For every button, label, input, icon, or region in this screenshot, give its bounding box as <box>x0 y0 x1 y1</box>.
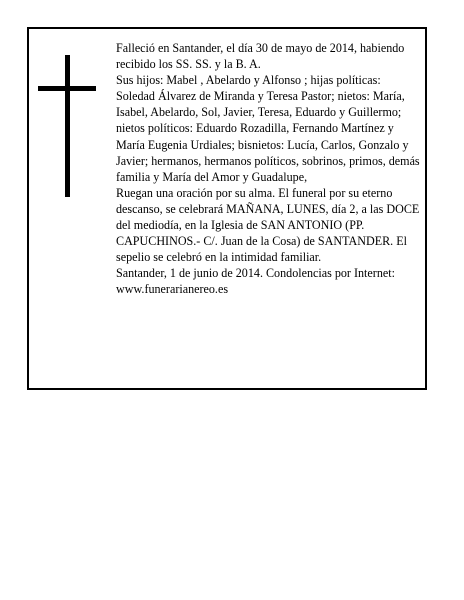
cross-icon <box>38 55 96 197</box>
funeral-details: Ruegan una oración por su alma. El funeral por su eterno descanso, se celebrará MAÑANA, LUNES, día 2, a las DOCE del mediodía, en la Iglesia de SAN ANTONIO (PP. CAPUCHINOS.- C/. Juan de la Cosa) de SANTANDER. El sepelio se celebró en la intimidad familiar. <box>116 185 420 265</box>
cross-vertical-bar <box>65 55 70 197</box>
cross-horizontal-bar <box>38 86 96 91</box>
obituary-text <box>116 40 420 298</box>
family-list: Sus hijos: Mabel , Abelardo y Alfonso ; hijas políticas: Soledad Álvarez de Miranda y Teresa Pastor; nietos: María, Isabel, Abelardo, Sol, Javier, Teresa, Eduardo y Guillermo; nietos políticos: Eduardo Rozadilla, Fernando Martínez y María Eugenia Urdiales; bisnietos: Lucía, Carlos, Gonzalo y Javier; hermanos, hermanos políticos, sobrinos, primos, demás familia y María del Amor y Guadalupe, <box>116 73 420 184</box>
death-announcement: Falleció en Santander, el día 30 de mayo de 2014, habiendo recibido los SS. SS. y la B. A. <box>116 41 405 72</box>
date-and-condolences: Santander, 1 de junio de 2014. Condolencias por Internet: www.funerarianereo.es <box>116 266 395 297</box>
